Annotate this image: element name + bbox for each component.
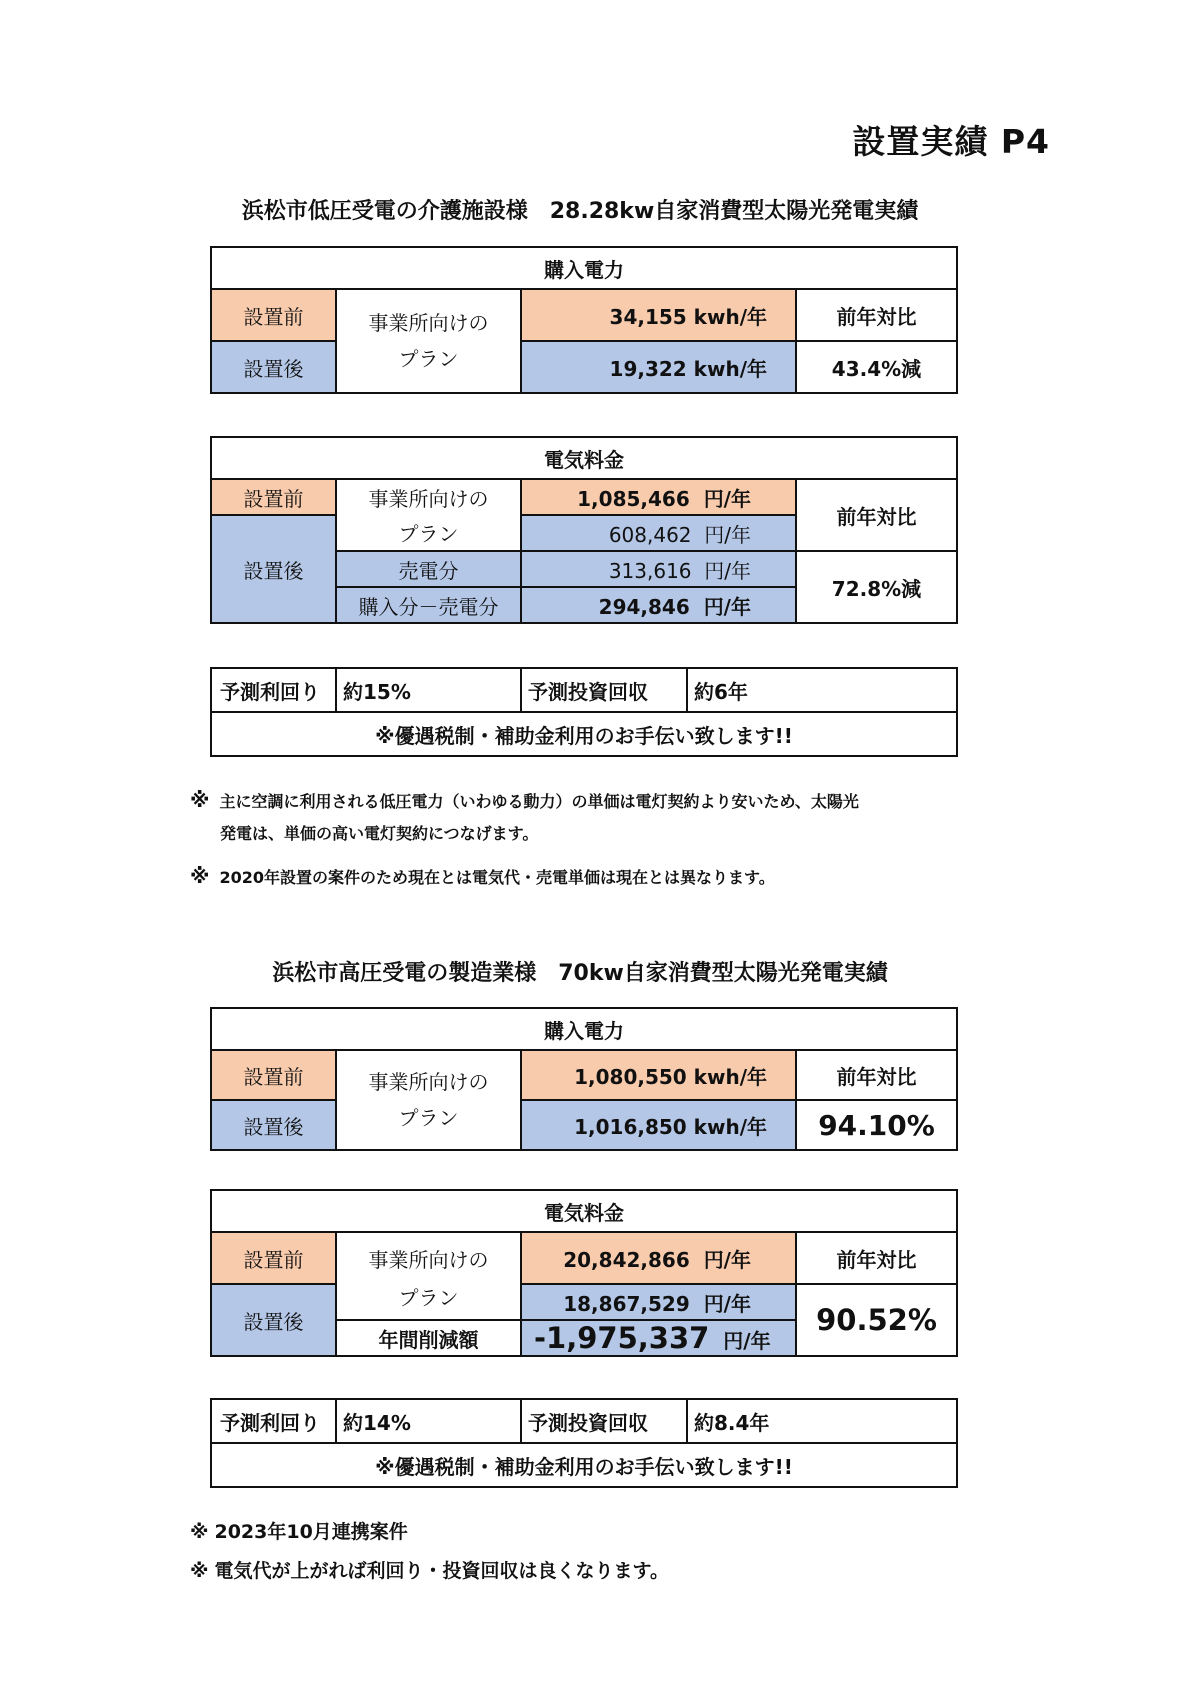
case1-note-1-line1: 主に空調に利用される低圧電力（いわゆる動力）の単価は電灯契約より安いため、太陽光 [219, 792, 859, 811]
case1-cost-before-value [521, 479, 796, 515]
case2-power-before-value: 1,080,550 kwh/年 [521, 1050, 796, 1100]
case1-yield-value: 約15% [336, 668, 521, 712]
case1-cost-after-value [521, 515, 796, 551]
case2-cost-header: 電気料金 [211, 1190, 957, 1232]
case2-power-before-label: 設置前 [211, 1050, 336, 1100]
case1-cost-net-amount: 294,846 [598, 594, 690, 619]
case2-summary-table [210, 1398, 958, 1488]
case1-power-before-value: 34,155 kwh/年 [521, 289, 796, 341]
case2-power-table [210, 1007, 958, 1151]
case2-note-1 [190, 1517, 408, 1544]
case2-note-2-text: 電気代が上がれば利回り・投資回収は良くなります。 [214, 1560, 669, 1582]
case2-note-1-text: 2023年10月連携案件 [214, 1521, 408, 1543]
case1-power-plan-line1: 事業所向けの [368, 311, 489, 335]
case1-payback-value: 約6年 [687, 668, 957, 712]
case1-cost-before-amount: 1,085,466 [577, 486, 690, 511]
case2-power-plan-line2: プラン [398, 1106, 459, 1130]
case1-summary-note: ※優遇税制・補助金利用のお手伝い致します!! [211, 712, 957, 756]
case1-cost-net-value [521, 587, 796, 623]
case1-summary-table [210, 667, 958, 757]
case1-cost-sell-value [521, 551, 796, 587]
case2-cost-table [210, 1189, 958, 1357]
case2-note-2 [190, 1556, 669, 1583]
case1-cost-after-amount: 608,462 [608, 522, 692, 547]
case1-note-1 [190, 784, 859, 850]
case1-note-2 [190, 860, 775, 894]
case1-note-1-line2: 発電は、単価の高い電灯契約につなげます。 [220, 824, 539, 843]
case2-cost-reduction-unit: 円/年 [723, 1329, 771, 1353]
case2-cost-after-label: 設置後 [211, 1284, 336, 1356]
case2-power-header: 購入電力 [211, 1008, 957, 1050]
case2-power-compare-value: 94.10% [796, 1100, 957, 1150]
case2-power-after-value: 1,016,850 kwh/年 [521, 1100, 796, 1150]
page-title: 設置実績 P4 [852, 122, 1050, 161]
case1-power-after-label: 設置後 [211, 341, 336, 393]
case1-cost-sell-amount: 313,616 [608, 558, 692, 583]
case1-cost-net-label: 購入分－売電分 [336, 587, 521, 623]
case1-cost-net-unit: 円/年 [703, 594, 751, 619]
case1-power-after-value: 19,322 kwh/年 [521, 341, 796, 393]
case2-cost-plan [336, 1232, 521, 1320]
case2-title: 浜松市高圧受電の製造業様 70kw自家消費型太陽光発電実績 [272, 961, 888, 986]
case2-power-compare-label: 前年対比 [796, 1050, 957, 1100]
case2-summary-note: ※優遇税制・補助金利用のお手伝い致します!! [211, 1443, 957, 1487]
case2-cost-before-label: 設置前 [211, 1232, 336, 1284]
case1-cost-plan-line2: プラン [336, 515, 521, 551]
case2-cost-before-unit: 円/年 [703, 1247, 751, 1272]
case2-cost-compare-label: 前年対比 [796, 1232, 957, 1284]
case1-cost-plan-line1: 事業所向けの [336, 479, 521, 515]
case1-cost-after-label: 設置後 [211, 515, 336, 623]
case2-payback-label: 予測投資回収 [521, 1399, 687, 1443]
case1-power-compare-value: 43.4%減 [796, 341, 957, 393]
case2-cost-reduction-label: 年間削減額 [336, 1320, 521, 1356]
case1-power-header: 購入電力 [211, 247, 957, 289]
case1-cost-compare-value: 72.8%減 [796, 551, 957, 623]
case2-power-plan [336, 1050, 521, 1150]
case1-cost-before-unit: 円/年 [703, 486, 751, 511]
case1-yield-label: 予測利回り [211, 668, 336, 712]
case2-power-after-label: 設置後 [211, 1100, 336, 1150]
case1-cost-after-unit: 円/年 [704, 522, 751, 547]
case1-power-before-label: 設置前 [211, 289, 336, 341]
case2-cost-after-value [521, 1284, 796, 1320]
case1-cost-sell-unit: 円/年 [704, 558, 751, 583]
case1-payback-label: 予測投資回収 [521, 668, 687, 712]
case2-cost-compare-value: 90.52% [796, 1284, 957, 1356]
note-mark: ※ [190, 788, 210, 812]
case1-power-plan-line2: プラン [398, 347, 459, 371]
case1-cost-compare-label: 前年対比 [796, 479, 957, 551]
case2-cost-plan-line2: プラン [398, 1286, 459, 1310]
case2-cost-before-amount: 20,842,866 [563, 1247, 690, 1272]
case1-cost-sell-label: 売電分 [336, 551, 521, 587]
case1-note-2-text: 2020年設置の案件のため現在とは電気代・売電単価は現在とは異なります。 [219, 868, 775, 887]
case2-cost-reduction-value [521, 1320, 796, 1356]
case1-power-table [210, 246, 958, 394]
case1-power-compare-label: 前年対比 [796, 289, 957, 341]
case2-cost-before-value [521, 1232, 796, 1284]
case2-power-plan-line1: 事業所向けの [368, 1070, 489, 1094]
case2-cost-plan-line1: 事業所向けの [368, 1248, 489, 1272]
note-mark: ※ [190, 864, 210, 888]
note-mark: ※ [190, 1560, 209, 1582]
note-mark: ※ [190, 1521, 209, 1543]
case1-cost-table [210, 436, 958, 624]
case2-cost-after-unit: 円/年 [703, 1291, 751, 1316]
case2-payback-value: 約8.4年 [687, 1399, 957, 1443]
case1-cost-before-label: 設置前 [211, 479, 336, 515]
case2-cost-after-amount: 18,867,529 [563, 1291, 690, 1316]
case1-power-plan [336, 289, 521, 393]
case2-cost-reduction-amount: -1,975,337 [534, 1321, 710, 1355]
case2-yield-value: 約14% [336, 1399, 521, 1443]
case1-title: 浜松市低圧受電の介護施設様 28.28kw自家消費型太陽光発電実績 [241, 199, 919, 224]
case2-yield-label: 予測利回り [211, 1399, 336, 1443]
case1-cost-header: 電気料金 [211, 437, 957, 479]
